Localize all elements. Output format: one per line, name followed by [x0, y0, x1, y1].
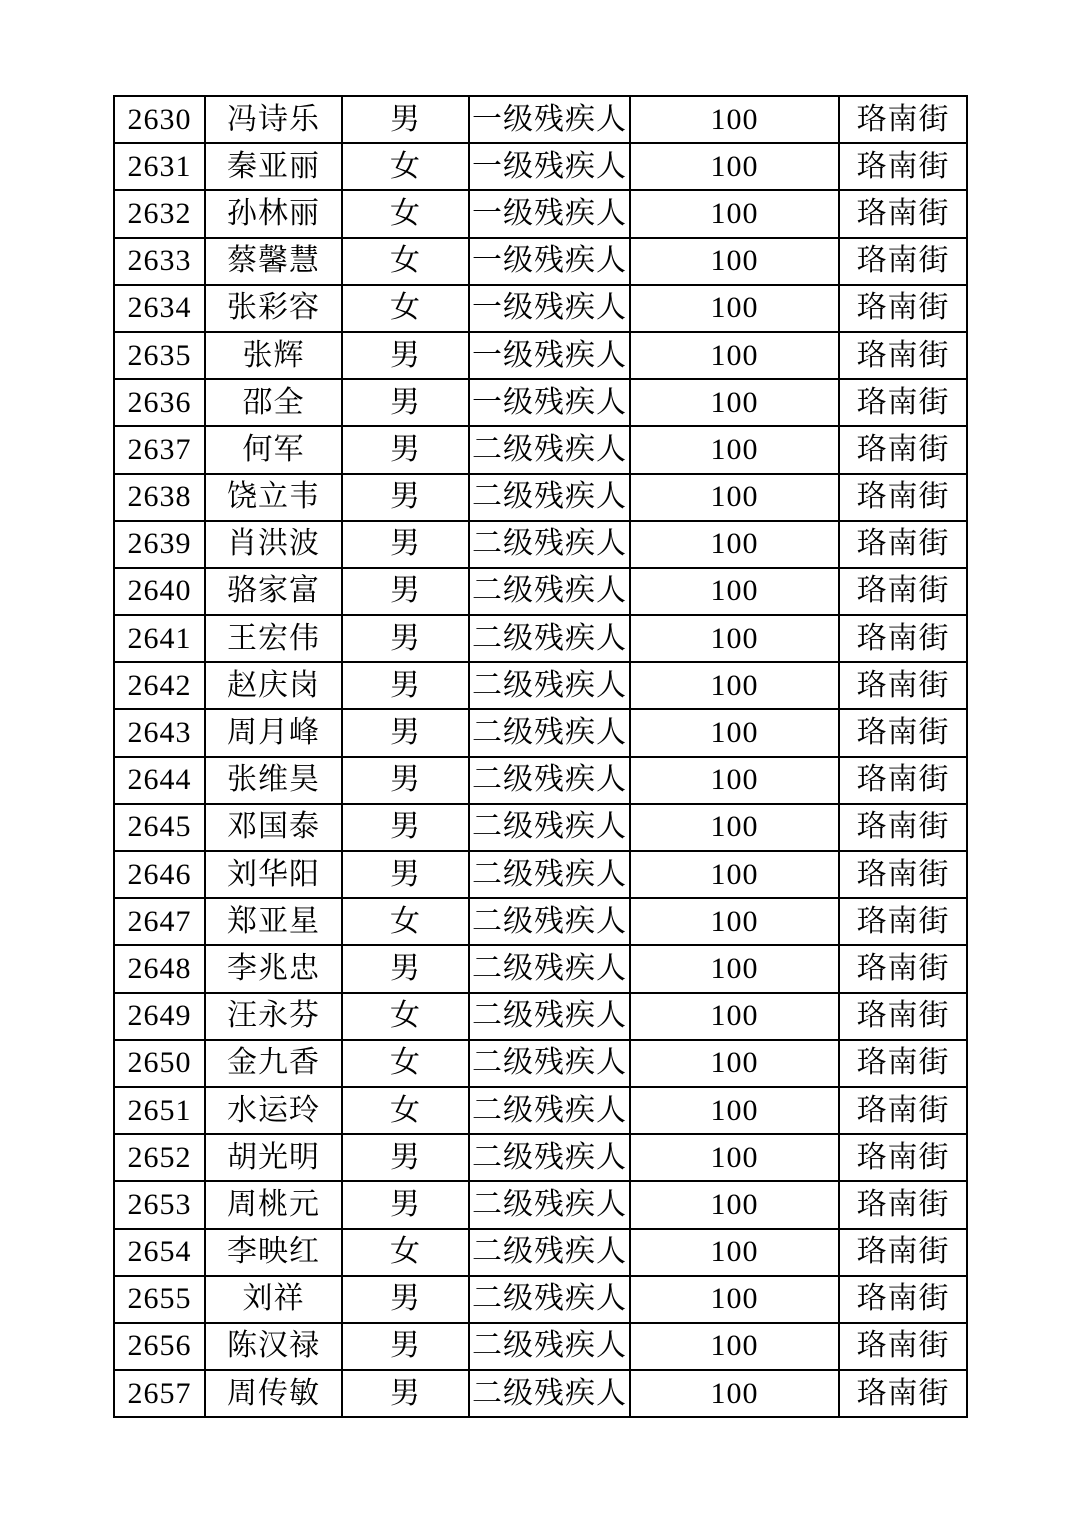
table-row — [114, 568, 967, 615]
serial-number-cell: 2651 — [114, 1087, 205, 1134]
person-name-cell: 张彩容 — [205, 285, 342, 332]
person-name-cell: 金九香 — [205, 1040, 342, 1087]
gender-cell: 男 — [342, 426, 469, 473]
street-cell: 珞南街 — [839, 757, 967, 804]
disability-level-cell: 二级残疾人 — [469, 898, 630, 945]
amount-cell: 100 — [630, 615, 839, 662]
serial-number-cell: 2655 — [114, 1276, 205, 1323]
disability-level-cell: 二级残疾人 — [469, 1276, 630, 1323]
table-row — [114, 757, 967, 804]
gender-cell: 男 — [342, 851, 469, 898]
subsidy-roster-table — [113, 95, 968, 1418]
table-row — [114, 1276, 967, 1323]
gender-cell: 女 — [342, 238, 469, 285]
street-cell: 珞南街 — [839, 1229, 967, 1276]
person-name-cell: 胡光明 — [205, 1134, 342, 1181]
person-name-cell: 郑亚星 — [205, 898, 342, 945]
gender-cell: 女 — [342, 143, 469, 190]
disability-level-cell: 二级残疾人 — [469, 1229, 630, 1276]
serial-number-cell: 2632 — [114, 190, 205, 237]
street-cell: 珞南街 — [839, 993, 967, 1040]
table-row — [114, 945, 967, 992]
gender-cell: 男 — [342, 662, 469, 709]
person-name-cell: 刘祥 — [205, 1276, 342, 1323]
table-row — [114, 804, 967, 851]
person-name-cell: 刘华阳 — [205, 851, 342, 898]
gender-cell: 男 — [342, 757, 469, 804]
table-row — [114, 615, 967, 662]
amount-cell: 100 — [630, 1229, 839, 1276]
street-cell: 珞南街 — [839, 568, 967, 615]
disability-level-cell: 二级残疾人 — [469, 474, 630, 521]
gender-cell: 男 — [342, 521, 469, 568]
disability-level-cell: 一级残疾人 — [469, 190, 630, 237]
street-cell: 珞南街 — [839, 1040, 967, 1087]
person-name-cell: 王宏伟 — [205, 615, 342, 662]
serial-number-cell: 2654 — [114, 1229, 205, 1276]
disability-level-cell: 一级残疾人 — [469, 379, 630, 426]
gender-cell: 女 — [342, 190, 469, 237]
gender-cell: 男 — [342, 1181, 469, 1228]
serial-number-cell: 2639 — [114, 521, 205, 568]
person-name-cell: 周桃元 — [205, 1181, 342, 1228]
serial-number-cell: 2656 — [114, 1323, 205, 1370]
table-row — [114, 238, 967, 285]
amount-cell: 100 — [630, 1323, 839, 1370]
amount-cell: 100 — [630, 332, 839, 379]
disability-level-cell: 二级残疾人 — [469, 1181, 630, 1228]
street-cell: 珞南街 — [839, 851, 967, 898]
serial-number-cell: 2641 — [114, 615, 205, 662]
gender-cell: 女 — [342, 898, 469, 945]
person-name-cell: 李映红 — [205, 1229, 342, 1276]
person-name-cell: 邓国泰 — [205, 804, 342, 851]
table-row — [114, 96, 967, 143]
amount-cell: 100 — [630, 993, 839, 1040]
table-row — [114, 1370, 967, 1417]
person-name-cell: 周月峰 — [205, 709, 342, 756]
street-cell: 珞南街 — [839, 662, 967, 709]
serial-number-cell: 2652 — [114, 1134, 205, 1181]
street-cell: 珞南街 — [839, 945, 967, 992]
serial-number-cell: 2646 — [114, 851, 205, 898]
disability-level-cell: 二级残疾人 — [469, 804, 630, 851]
serial-number-cell: 2645 — [114, 804, 205, 851]
serial-number-cell: 2638 — [114, 474, 205, 521]
person-name-cell: 陈汉禄 — [205, 1323, 342, 1370]
table-row — [114, 1323, 967, 1370]
disability-level-cell: 二级残疾人 — [469, 945, 630, 992]
person-name-cell: 秦亚丽 — [205, 143, 342, 190]
serial-number-cell: 2643 — [114, 709, 205, 756]
table-row — [114, 285, 967, 332]
amount-cell: 100 — [630, 143, 839, 190]
person-name-cell: 蔡馨慧 — [205, 238, 342, 285]
table-row — [114, 521, 967, 568]
disability-level-cell: 一级残疾人 — [469, 332, 630, 379]
disability-level-cell: 二级残疾人 — [469, 757, 630, 804]
table-row — [114, 662, 967, 709]
disability-level-cell: 二级残疾人 — [469, 1087, 630, 1134]
disability-level-cell: 二级残疾人 — [469, 1323, 630, 1370]
disability-level-cell: 二级残疾人 — [469, 709, 630, 756]
table-row — [114, 332, 967, 379]
gender-cell: 男 — [342, 1134, 469, 1181]
person-name-cell: 肖洪波 — [205, 521, 342, 568]
person-name-cell: 水运玲 — [205, 1087, 342, 1134]
amount-cell: 100 — [630, 1087, 839, 1134]
disability-level-cell: 二级残疾人 — [469, 1370, 630, 1417]
amount-cell: 100 — [630, 662, 839, 709]
serial-number-cell: 2635 — [114, 332, 205, 379]
street-cell: 珞南街 — [839, 615, 967, 662]
serial-number-cell: 2649 — [114, 993, 205, 1040]
street-cell: 珞南街 — [839, 898, 967, 945]
street-cell: 珞南街 — [839, 1323, 967, 1370]
table-row — [114, 1181, 967, 1228]
street-cell: 珞南街 — [839, 379, 967, 426]
disability-level-cell: 二级残疾人 — [469, 851, 630, 898]
amount-cell: 100 — [630, 757, 839, 804]
table-row — [114, 1134, 967, 1181]
table-row — [114, 1229, 967, 1276]
serial-number-cell: 2631 — [114, 143, 205, 190]
amount-cell: 100 — [630, 521, 839, 568]
serial-number-cell: 2644 — [114, 757, 205, 804]
table-row — [114, 426, 967, 473]
gender-cell: 女 — [342, 993, 469, 1040]
amount-cell: 100 — [630, 96, 839, 143]
table-row — [114, 1040, 967, 1087]
amount-cell: 100 — [630, 1040, 839, 1087]
gender-cell: 女 — [342, 1040, 469, 1087]
street-cell: 珞南街 — [839, 474, 967, 521]
table-row — [114, 898, 967, 945]
gender-cell: 男 — [342, 1370, 469, 1417]
person-name-cell: 骆家富 — [205, 568, 342, 615]
gender-cell: 男 — [342, 96, 469, 143]
gender-cell: 男 — [342, 1276, 469, 1323]
person-name-cell: 冯诗乐 — [205, 96, 342, 143]
gender-cell: 男 — [342, 615, 469, 662]
amount-cell: 100 — [630, 709, 839, 756]
person-name-cell: 孙林丽 — [205, 190, 342, 237]
gender-cell: 男 — [342, 568, 469, 615]
person-name-cell: 邵全 — [205, 379, 342, 426]
gender-cell: 男 — [342, 709, 469, 756]
amount-cell: 100 — [630, 804, 839, 851]
serial-number-cell: 2653 — [114, 1181, 205, 1228]
street-cell: 珞南街 — [839, 1181, 967, 1228]
street-cell: 珞南街 — [839, 285, 967, 332]
disability-level-cell: 二级残疾人 — [469, 568, 630, 615]
gender-cell: 男 — [342, 332, 469, 379]
amount-cell: 100 — [630, 379, 839, 426]
person-name-cell: 何军 — [205, 426, 342, 473]
table-row — [114, 379, 967, 426]
amount-cell: 100 — [630, 898, 839, 945]
table-row — [114, 851, 967, 898]
gender-cell: 男 — [342, 474, 469, 521]
table-row — [114, 143, 967, 190]
amount-cell: 100 — [630, 945, 839, 992]
disability-level-cell: 一级残疾人 — [469, 96, 630, 143]
person-name-cell: 张维昊 — [205, 757, 342, 804]
table-body — [114, 96, 967, 1417]
serial-number-cell: 2636 — [114, 379, 205, 426]
disability-level-cell: 二级残疾人 — [469, 426, 630, 473]
amount-cell: 100 — [630, 285, 839, 332]
gender-cell: 男 — [342, 945, 469, 992]
street-cell: 珞南街 — [839, 190, 967, 237]
amount-cell: 100 — [630, 568, 839, 615]
serial-number-cell: 2648 — [114, 945, 205, 992]
serial-number-cell: 2633 — [114, 238, 205, 285]
table-row — [114, 190, 967, 237]
table-row — [114, 993, 967, 1040]
amount-cell: 100 — [630, 238, 839, 285]
table-row — [114, 474, 967, 521]
gender-cell: 女 — [342, 1087, 469, 1134]
serial-number-cell: 2657 — [114, 1370, 205, 1417]
amount-cell: 100 — [630, 1370, 839, 1417]
amount-cell: 100 — [630, 1181, 839, 1228]
gender-cell: 男 — [342, 379, 469, 426]
disability-level-cell: 一级残疾人 — [469, 238, 630, 285]
serial-number-cell: 2642 — [114, 662, 205, 709]
street-cell: 珞南街 — [839, 332, 967, 379]
person-name-cell: 周传敏 — [205, 1370, 342, 1417]
disability-level-cell: 二级残疾人 — [469, 1134, 630, 1181]
person-name-cell: 饶立韦 — [205, 474, 342, 521]
serial-number-cell: 2630 — [114, 96, 205, 143]
street-cell: 珞南街 — [839, 143, 967, 190]
street-cell: 珞南街 — [839, 709, 967, 756]
street-cell: 珞南街 — [839, 426, 967, 473]
disability-level-cell: 一级残疾人 — [469, 143, 630, 190]
serial-number-cell: 2637 — [114, 426, 205, 473]
disability-level-cell: 二级残疾人 — [469, 662, 630, 709]
street-cell: 珞南街 — [839, 1276, 967, 1323]
disability-level-cell: 一级残疾人 — [469, 285, 630, 332]
disability-level-cell: 二级残疾人 — [469, 615, 630, 662]
amount-cell: 100 — [630, 851, 839, 898]
gender-cell: 女 — [342, 285, 469, 332]
person-name-cell: 赵庆岗 — [205, 662, 342, 709]
table-row — [114, 1087, 967, 1134]
street-cell: 珞南街 — [839, 1134, 967, 1181]
gender-cell: 男 — [342, 1323, 469, 1370]
street-cell: 珞南街 — [839, 238, 967, 285]
person-name-cell: 张辉 — [205, 332, 342, 379]
gender-cell: 男 — [342, 804, 469, 851]
amount-cell: 100 — [630, 1134, 839, 1181]
gender-cell: 女 — [342, 1229, 469, 1276]
amount-cell: 100 — [630, 1276, 839, 1323]
serial-number-cell: 2647 — [114, 898, 205, 945]
amount-cell: 100 — [630, 190, 839, 237]
street-cell: 珞南街 — [839, 1370, 967, 1417]
disability-level-cell: 二级残疾人 — [469, 1040, 630, 1087]
person-name-cell: 李兆忠 — [205, 945, 342, 992]
table-row — [114, 709, 967, 756]
street-cell: 珞南街 — [839, 521, 967, 568]
street-cell: 珞南街 — [839, 96, 967, 143]
street-cell: 珞南街 — [839, 804, 967, 851]
serial-number-cell: 2640 — [114, 568, 205, 615]
amount-cell: 100 — [630, 474, 839, 521]
street-cell: 珞南街 — [839, 1087, 967, 1134]
serial-number-cell: 2650 — [114, 1040, 205, 1087]
serial-number-cell: 2634 — [114, 285, 205, 332]
disability-level-cell: 二级残疾人 — [469, 521, 630, 568]
person-name-cell: 汪永芬 — [205, 993, 342, 1040]
disability-level-cell: 二级残疾人 — [469, 993, 630, 1040]
amount-cell: 100 — [630, 426, 839, 473]
